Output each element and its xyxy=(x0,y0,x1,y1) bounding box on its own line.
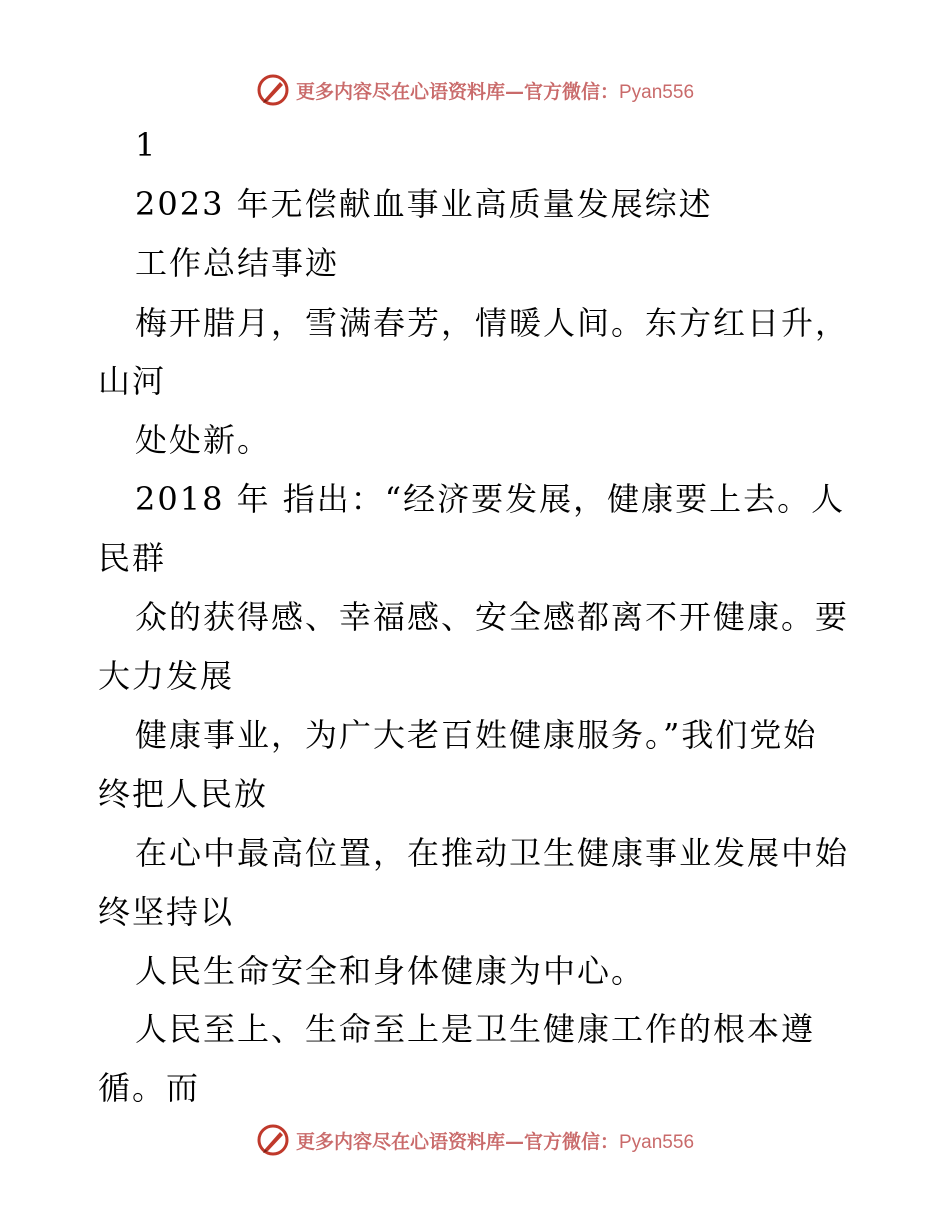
paragraph-line: 山河 xyxy=(98,362,167,400)
watermark-separator: — xyxy=(504,1130,524,1153)
watermark-site: 更多内容尽在心语资料库 xyxy=(295,80,505,103)
page-number: 1 xyxy=(135,126,158,164)
watermark-text xyxy=(296,77,694,104)
paragraph-line: 终坚持以 xyxy=(98,893,235,931)
paragraph-line: 终把人民放 xyxy=(98,775,269,813)
watermark-contact-id: Pyan556 xyxy=(619,1131,695,1153)
paragraph-line: 人民生命安全和身体健康为中心。 xyxy=(135,952,646,990)
paragraph-line: 在心中最高位置，在推动卫生健康事业发展中始 xyxy=(135,834,850,872)
watermark-contact-label: 官方微信： xyxy=(523,80,619,103)
paragraph-line: 大力发展 xyxy=(98,657,235,695)
paragraph-line: 梅开腊月，雪满春芳，情暖人间。东方红日升， xyxy=(135,304,850,342)
watermark-site: 更多内容尽在心语资料库 xyxy=(295,1130,505,1153)
watermark-contact-label: 官方微信： xyxy=(523,1130,619,1153)
paragraph-line: 民群 xyxy=(98,539,167,577)
paragraph-line: 处处新。 xyxy=(135,421,272,459)
footer-watermark xyxy=(0,1120,950,1160)
paragraph-line: 人民至上、生命至上是卫生健康工作的根本遵 xyxy=(135,1010,816,1048)
pen-logo-icon xyxy=(256,73,290,107)
document-title: 2023 年无偿献血事业高质量发展综述 xyxy=(135,185,713,223)
paragraph-line: 2018 年 指出：“经济要发展，健康要上去。人 xyxy=(135,480,846,518)
watermark-contact-id: Pyan556 xyxy=(619,81,695,103)
watermark-text xyxy=(296,1127,694,1154)
document-subtitle: 工作总结事迹 xyxy=(135,244,340,282)
paragraph-line: 健康事业，为广大老百姓健康服务。”我们党始 xyxy=(135,716,818,754)
header-watermark xyxy=(0,70,950,110)
paragraph-line: 众的获得感、幸福感、安全感都离不开健康。要 xyxy=(135,598,850,636)
paragraph-line: 循。而 xyxy=(98,1069,201,1107)
pen-logo-icon xyxy=(256,1123,290,1157)
watermark-separator: — xyxy=(504,80,524,103)
